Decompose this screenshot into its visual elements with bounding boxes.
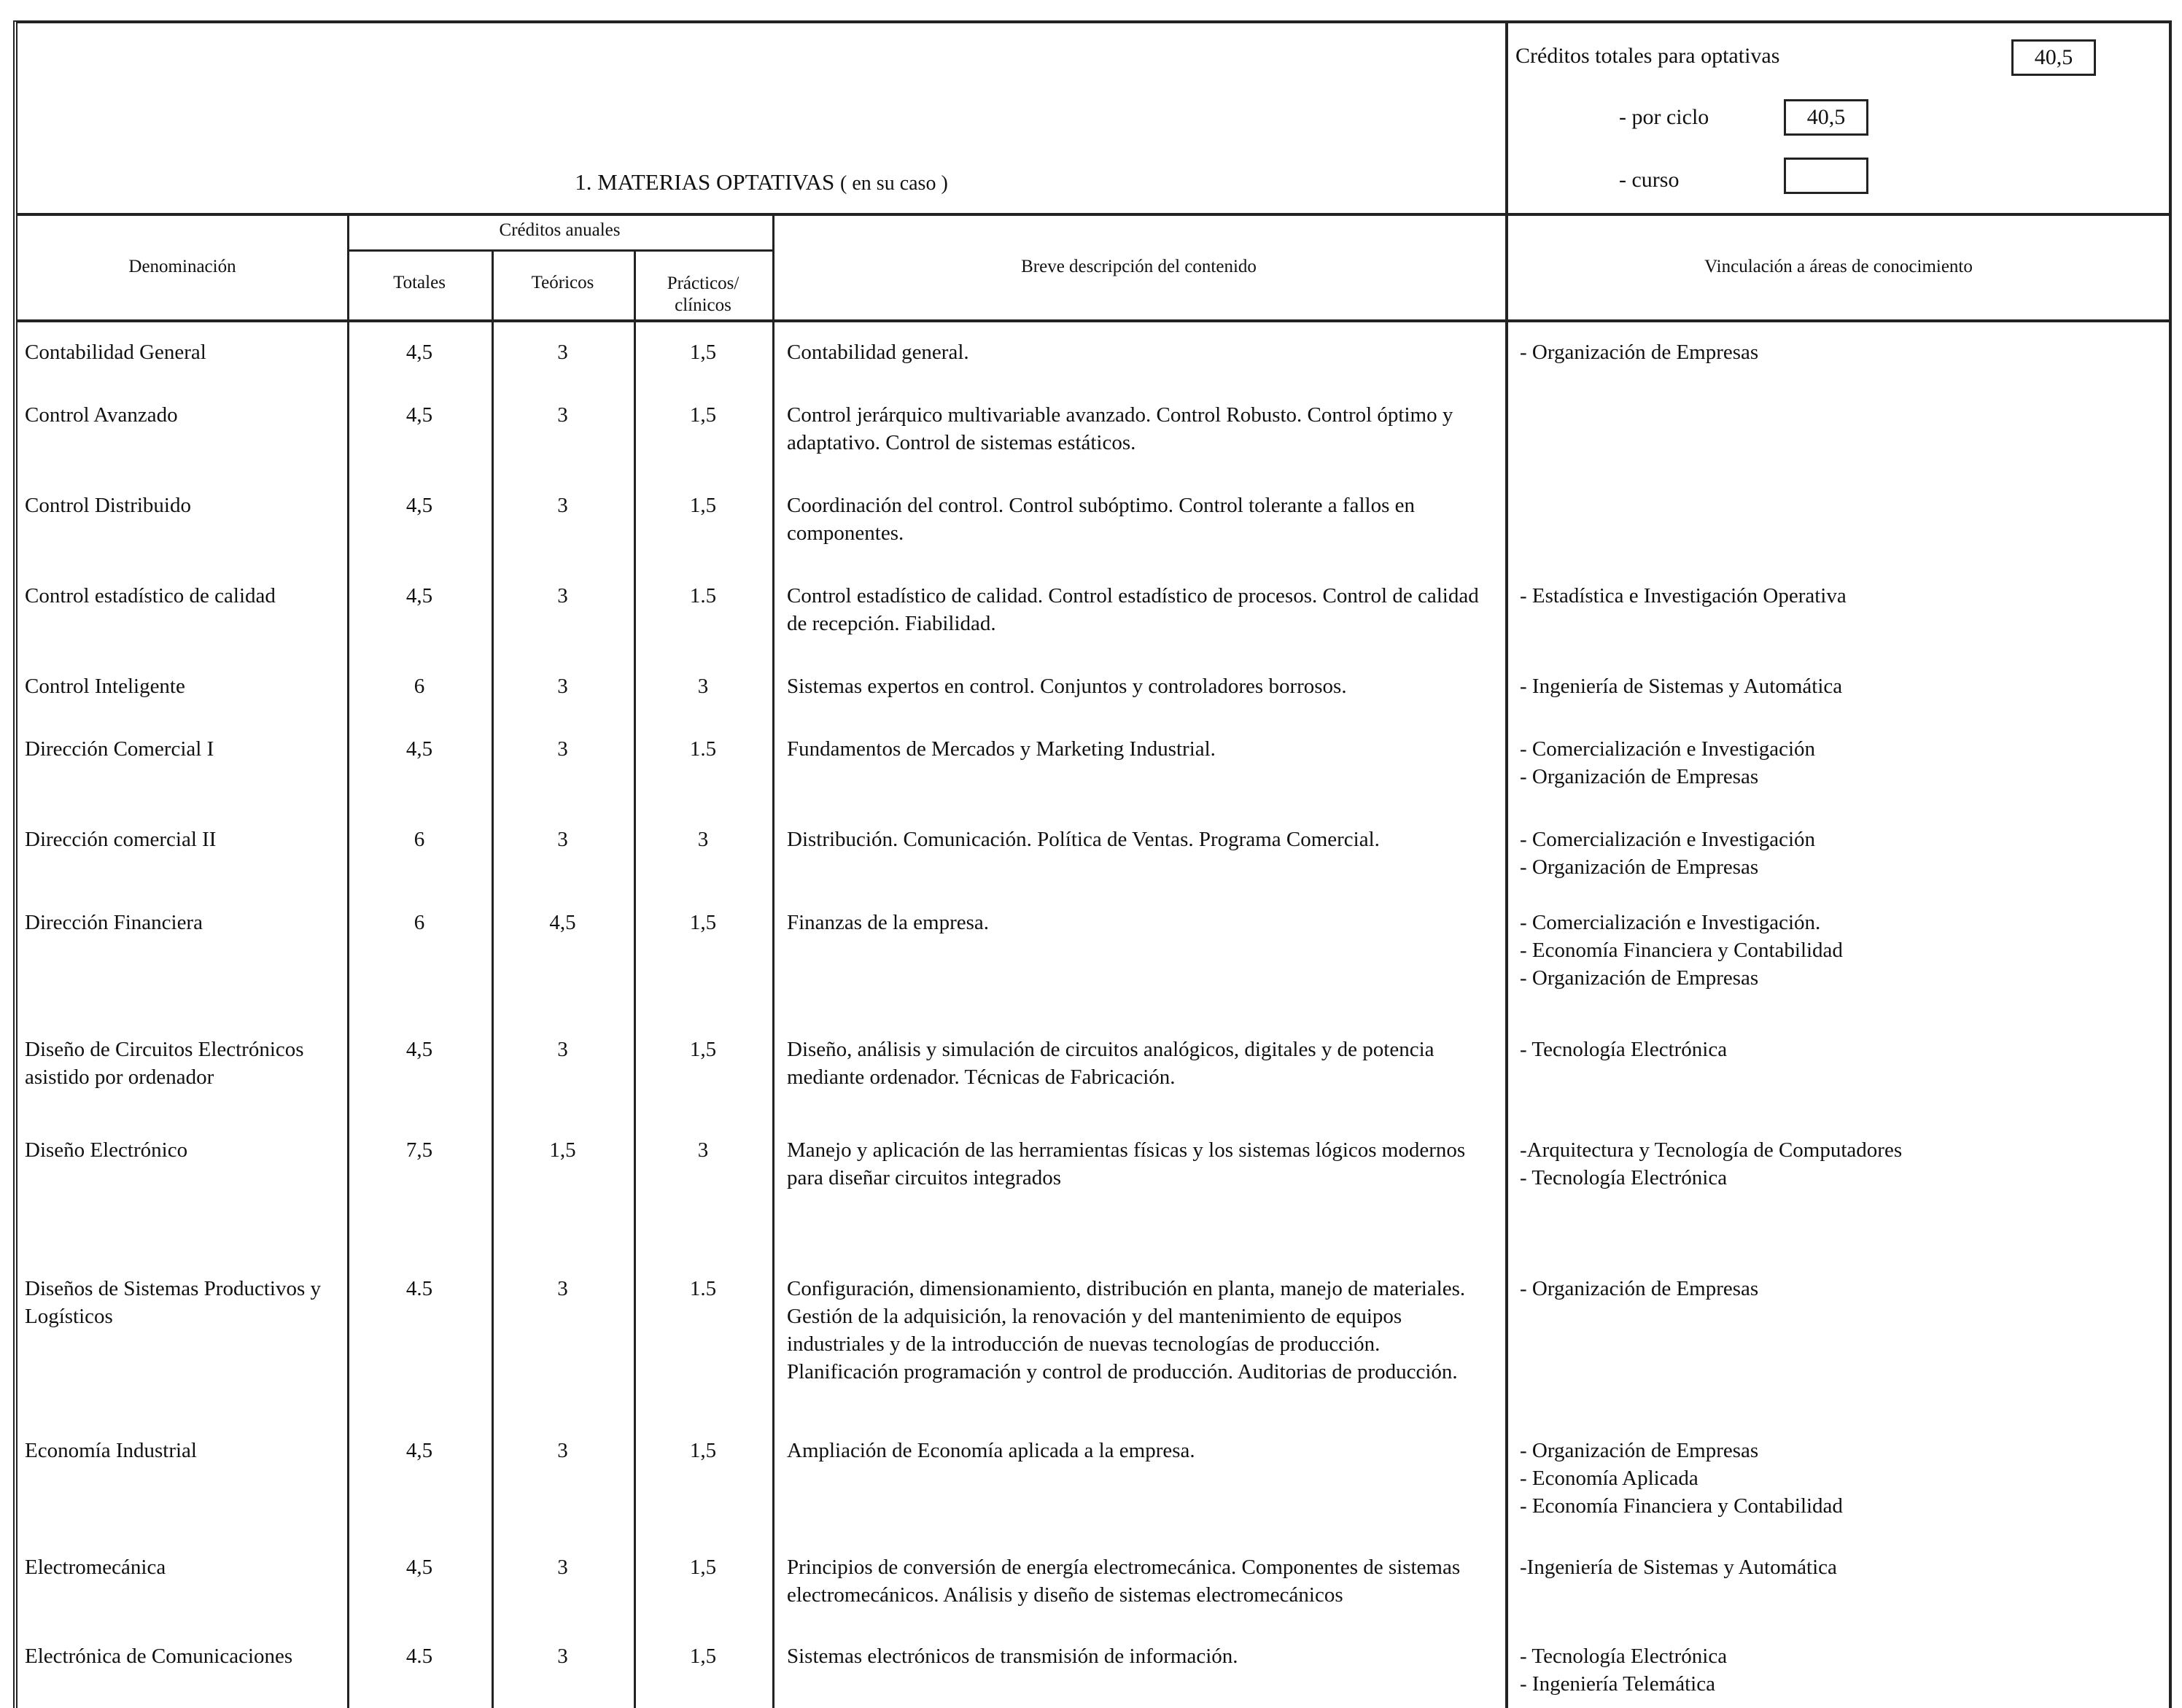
row-totales: 6 [414, 911, 425, 934]
divider-practicos [772, 214, 774, 1708]
row-denominacion: Control Avanzado [25, 403, 178, 427]
row-descripcion: Coordinación del control. Control subóptimo. Control tolerante a fallos en componentes. [787, 494, 1415, 545]
row-descripcion: Contabilidad general. [787, 341, 969, 364]
course-value [1784, 158, 1868, 194]
row-descripcion: Configuración, dimensionamiento, distribución en planta, manejo de materiales. Gestión de la adquisición, la renovación y del mantenimiento de equipos industriales y de la introducción de nuevas tecnologías de producción. Planificación programación y control de producción. Auditorias de producción. [787, 1277, 1466, 1383]
section-title-text: 1. MATERIAS OPTATIVAS [575, 169, 835, 195]
credits-total-label: Créditos totales para optativas [1515, 44, 1780, 68]
row-totales: 4,5 [405, 403, 433, 427]
row-teoricos: 3 [557, 1277, 568, 1300]
row-totales: 7,5 [405, 1138, 433, 1162]
row-denominacion: Diseño de Circuitos Electrónicos asistido por ordenador [25, 1038, 304, 1089]
row-descripcion: Ampliación de Economía aplicada a la empresa. [787, 1439, 1195, 1462]
row-teoricos: 3 [557, 494, 568, 517]
row-descripcion: Fundamentos de Mercados y Marketing Industrial. [787, 737, 1216, 761]
row-practicos: 1.5 [689, 737, 717, 761]
row-area: - Organización de Empresas [1520, 341, 1759, 364]
row-totales: 4,5 [405, 584, 433, 607]
col-descripcion: Breve descripción del contenido [1021, 257, 1257, 276]
row-area: - Economía Financiera y Contabilidad [1520, 1494, 1843, 1518]
row-denominacion: Dirección Financiera [25, 911, 203, 934]
row-area: - Comercialización e Investigación [1520, 828, 1816, 851]
column-header-separator [18, 319, 2169, 322]
course-label: - curso [1619, 168, 1680, 192]
row-area: - Economía Financiera y Contabilidad [1520, 939, 1843, 962]
row-area: - Ingeniería de Sistemas y Automática [1520, 675, 1843, 698]
row-area: - Organización de Empresas [1520, 765, 1759, 788]
divider-teoricos [634, 251, 636, 1708]
row-denominacion: Control Distribuido [25, 494, 191, 517]
row-denominacion: Electromecánica [25, 1556, 166, 1579]
row-area: - Organización de Empresas [1520, 1277, 1759, 1300]
row-totales: 6 [414, 828, 425, 851]
row-teoricos: 1,5 [549, 1138, 576, 1162]
row-descripcion: Sistemas expertos en control. Conjuntos y controladores borrosos. [787, 675, 1347, 698]
row-area: - Organización de Empresas [1520, 966, 1759, 990]
row-practicos: 1,5 [689, 1038, 717, 1061]
row-teoricos: 3 [557, 341, 568, 364]
row-descripcion: Sistemas electrónicos de transmisión de información. [787, 1645, 1238, 1668]
row-practicos: 1,5 [689, 911, 717, 934]
col-teoricos: Teóricos [531, 273, 594, 292]
row-teoricos: 4,5 [549, 911, 576, 934]
row-area: - Tecnología Electrónica [1520, 1166, 1728, 1189]
header-separator [18, 213, 2169, 216]
row-area: -Arquitectura y Tecnología de Computadores [1520, 1138, 1903, 1162]
row-totales: 4,5 [405, 1556, 433, 1579]
row-practicos: 1.5 [689, 584, 717, 607]
per-cycle-value: 40,5 [1784, 99, 1868, 136]
row-descripcion: Diseño, análisis y simulación de circuitos analógicos, digitales y de potencia mediante ordenador. Técnicas de Fabricación. [787, 1038, 1434, 1089]
row-area: - Organización de Empresas [1520, 855, 1759, 879]
row-area: - Comercialización e Investigación. [1520, 911, 1821, 934]
row-teoricos: 3 [557, 584, 568, 607]
row-practicos: 1,5 [689, 403, 717, 427]
row-denominacion: Diseño Electrónico [25, 1138, 188, 1162]
row-descripcion: Control estadístico de calidad. Control estadístico de procesos. Control de calidad de recepción. Fiabilidad. [787, 584, 1479, 635]
row-denominacion: Electrónica de Comunicaciones [25, 1645, 293, 1668]
row-denominacion: Control estadístico de calidad [25, 584, 276, 607]
row-area: - Estadística e Investigación Operativa [1520, 584, 1847, 607]
row-teoricos: 3 [557, 828, 568, 851]
credits-total-value: 40,5 [2011, 39, 2096, 76]
row-practicos: 3 [697, 1138, 709, 1162]
row-practicos: 1,5 [689, 1439, 717, 1462]
row-practicos: 1.5 [689, 1277, 717, 1300]
row-practicos: 3 [697, 828, 709, 851]
row-descripcion: Control jerárquico multivariable avanzado. Control Robusto. Control óptimo y adaptativo. Control de sistemas estáticos. [787, 403, 1453, 454]
row-practicos: 1,5 [689, 1556, 717, 1579]
row-denominacion: Diseños de Sistemas Productivos y Logísticos [25, 1277, 321, 1328]
row-totales: 4,5 [405, 341, 433, 364]
row-teoricos: 3 [557, 737, 568, 761]
per-cycle-label: - por ciclo [1619, 105, 1709, 129]
divider-denominacion [347, 214, 349, 1708]
row-totales: 6 [414, 675, 425, 698]
row-totales: 4,5 [405, 1439, 433, 1462]
credits-header-separator [347, 249, 772, 252]
row-denominacion: Economía Industrial [25, 1439, 197, 1462]
row-area: - Comercialización e Investigación [1520, 737, 1816, 761]
row-practicos: 3 [697, 675, 709, 698]
credits-summary [1508, 23, 2169, 214]
col-creditos-anuales: Créditos anuales [499, 220, 621, 240]
divider-totales [492, 251, 494, 1708]
row-area: - Organización de Empresas [1520, 1439, 1759, 1462]
row-totales: 4,5 [405, 1038, 433, 1061]
optional-subjects-table [13, 20, 2172, 1708]
row-descripcion: Manejo y aplicación de las herramientas físicas y los sistemas lógicos modernos para diseñar circuitos integrados [787, 1138, 1466, 1189]
row-teoricos: 3 [557, 1038, 568, 1061]
row-totales: 4.5 [405, 1645, 433, 1668]
row-teoricos: 3 [557, 1556, 568, 1579]
row-denominacion: Contabilidad General [25, 341, 206, 364]
row-descripcion: Finanzas de la empresa. [787, 911, 990, 934]
row-area: - Economía Aplicada [1520, 1467, 1698, 1490]
row-teoricos: 3 [557, 675, 568, 698]
row-area: -Ingeniería de Sistemas y Automática [1520, 1556, 1837, 1579]
row-practicos: 1,5 [689, 341, 717, 364]
row-teoricos: 3 [557, 403, 568, 427]
row-descripcion: Principios de conversión de energía electromecánica. Componentes de sistemas electromecánicos. Análisis y diseño de sistemas electromecánicos [787, 1556, 1461, 1607]
row-totales: 4.5 [405, 1277, 433, 1300]
row-totales: 4,5 [405, 737, 433, 761]
row-practicos: 1,5 [689, 494, 717, 517]
section-title [18, 169, 1505, 195]
row-denominacion: Dirección comercial II [25, 828, 217, 851]
col-practicos: Prácticos/ clínicos [667, 273, 739, 315]
row-descripcion: Distribución. Comunicación. Política de Ventas. Programa Comercial. [787, 828, 1380, 851]
row-area: - Tecnología Electrónica [1520, 1038, 1728, 1061]
col-totales: Totales [393, 273, 446, 292]
col-denominacion: Denominación [128, 257, 236, 276]
section-title-note: ( en su caso ) [840, 172, 948, 195]
row-totales: 4,5 [405, 494, 433, 517]
row-area: - Ingeniería Telemática [1520, 1672, 1715, 1696]
row-denominacion: Control Inteligente [25, 675, 185, 698]
table-header-left [18, 23, 1505, 214]
row-practicos: 1,5 [689, 1645, 717, 1668]
col-vinculacion: Vinculación a áreas de conocimiento [1704, 257, 1973, 276]
row-teoricos: 3 [557, 1645, 568, 1668]
row-area: - Tecnología Electrónica [1520, 1645, 1728, 1668]
row-denominacion: Dirección Comercial I [25, 737, 214, 761]
row-teoricos: 3 [557, 1439, 568, 1462]
